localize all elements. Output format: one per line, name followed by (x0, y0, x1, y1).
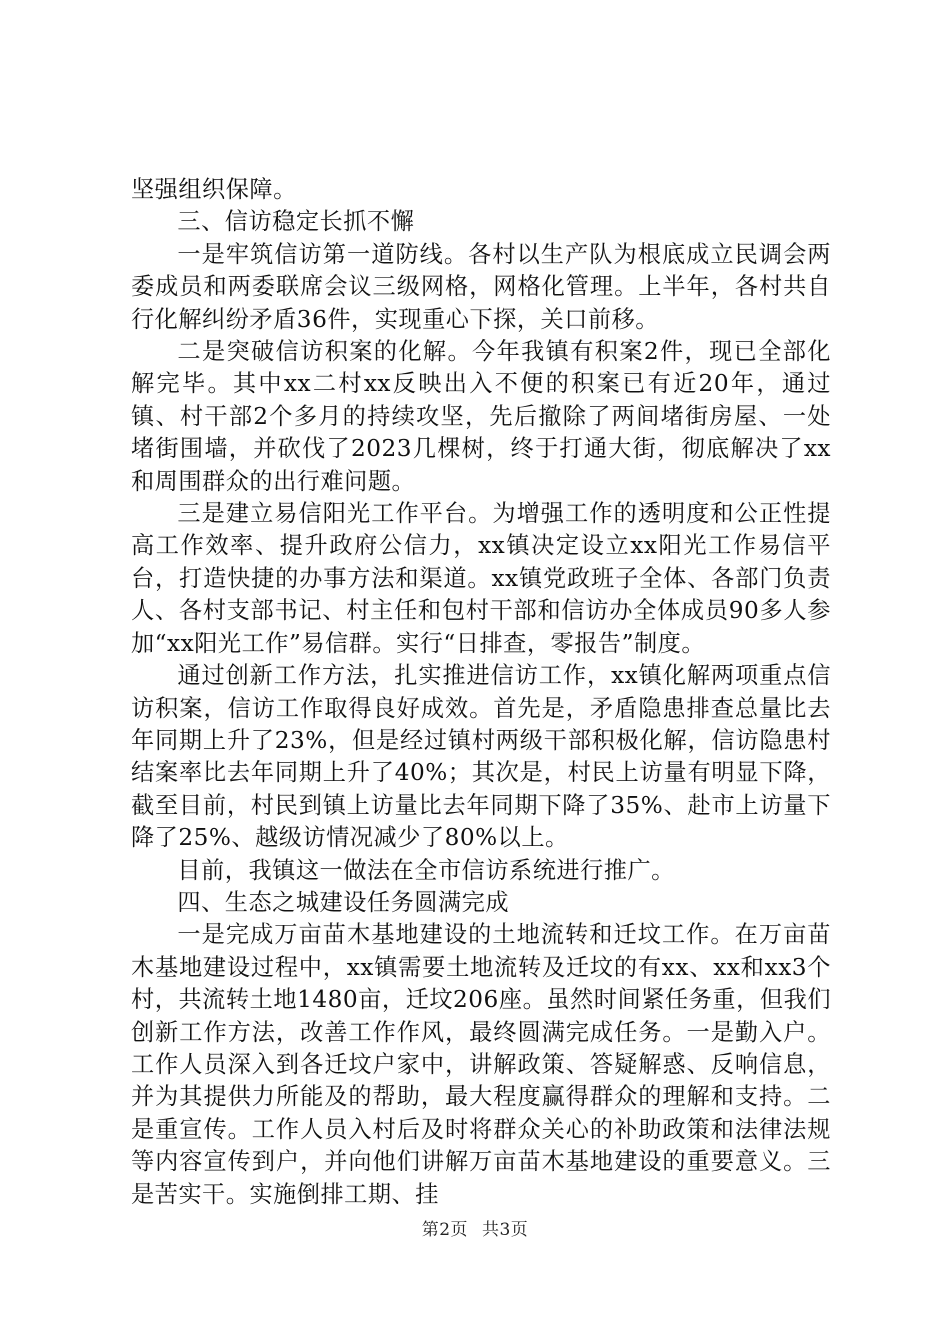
paragraph-9: 一是完成万亩苗木基地建设的土地流转和迁坟工作。在万亩苗木基地建设过程中，xx镇需要土地流转及迁坟的有xx、xx和xx3个村，共流转土地1480亩，迁坟206座。虽然时间紧任务重，但我们创新工作方法，改善工作作风，最终圆满完成任务。一是勤入户。工作人员深入到各迁坟户家中，讲解政策、答疑解惑、反响信息，并为其提供力所能及的帮助，最大程度赢得群众的理解和支持。二是重宣传。工作人员入村后及时将群众关心的补助政策和法律法规等内容宣传到户，并向他们讲解万亩苗木基地建设的重要意义。三是苦实干。实施倒排工期、挂 (131, 921, 831, 1208)
page-number: 第2页 (421, 1220, 469, 1240)
paragraph-5: 三是建立易信阳光工作平台。为增强工作的透明度和公正性提高工作效率、提升政府公信力，xx镇决定设立xx阳光工作易信平台，打造快捷的办事方法和渠道。xx镇党政班子全体、各部门负责人、各村支部书记、村主任和包村干部和信访办全体成员90多人参加“xx阳光工作”易信群。实行“日排查，零报告”制度。 (131, 500, 831, 657)
paragraph-3: 一是牢筑信访第一道防线。各村以生产队为根底成立民调会两委成员和两委联席会议三级网格，网格化管理。上半年，各村共自行化解纠纷矛盾36件，实现重心下探，关口前移。 (131, 240, 831, 333)
section-heading-4: 四、生态之城建设任务圆满完成 (177, 888, 510, 916)
page-total: 共3页 (481, 1220, 529, 1240)
paragraph-4: 二是突破信访积案的化解。今年我镇有积案2件，现已全部化解完毕。其中xx二村xx反映出入不便的积案已有近20年，通过镇、村干部2个多月的持续攻坚，先后撤除了两间堵街房屋、一处堵街围墙，并砍伐了2023几棵树，终于打通大街，彻底解决了xx和周围群众的出行难问题。 (131, 338, 831, 495)
document-body (131, 174, 831, 1211)
paragraph-6: 通过创新工作方法，扎实推进信访工作，xx镇化解两项重点信访积案，信访工作取得良好成效。首先是，矛盾隐患排查总量比去年同期上升了23%，但是经过镇村两级干部积极化解，信访隐患村结案率比去年同期上升了40%；其次是，村民上访量有明显下降，截至目前，村民到镇上访量比去年同期下降了35%、赴市上访量下降了25%、越级访情况减少了80%以上。 (131, 662, 831, 852)
section-heading-3: 三、信访稳定长抓不懈 (177, 208, 415, 236)
page-footer (0, 1215, 950, 1240)
paragraph-7: 目前，我镇这一做法在全市信访系统进行推广。 (177, 856, 675, 884)
paragraph-1: 坚强组织保障。 (131, 176, 297, 203)
